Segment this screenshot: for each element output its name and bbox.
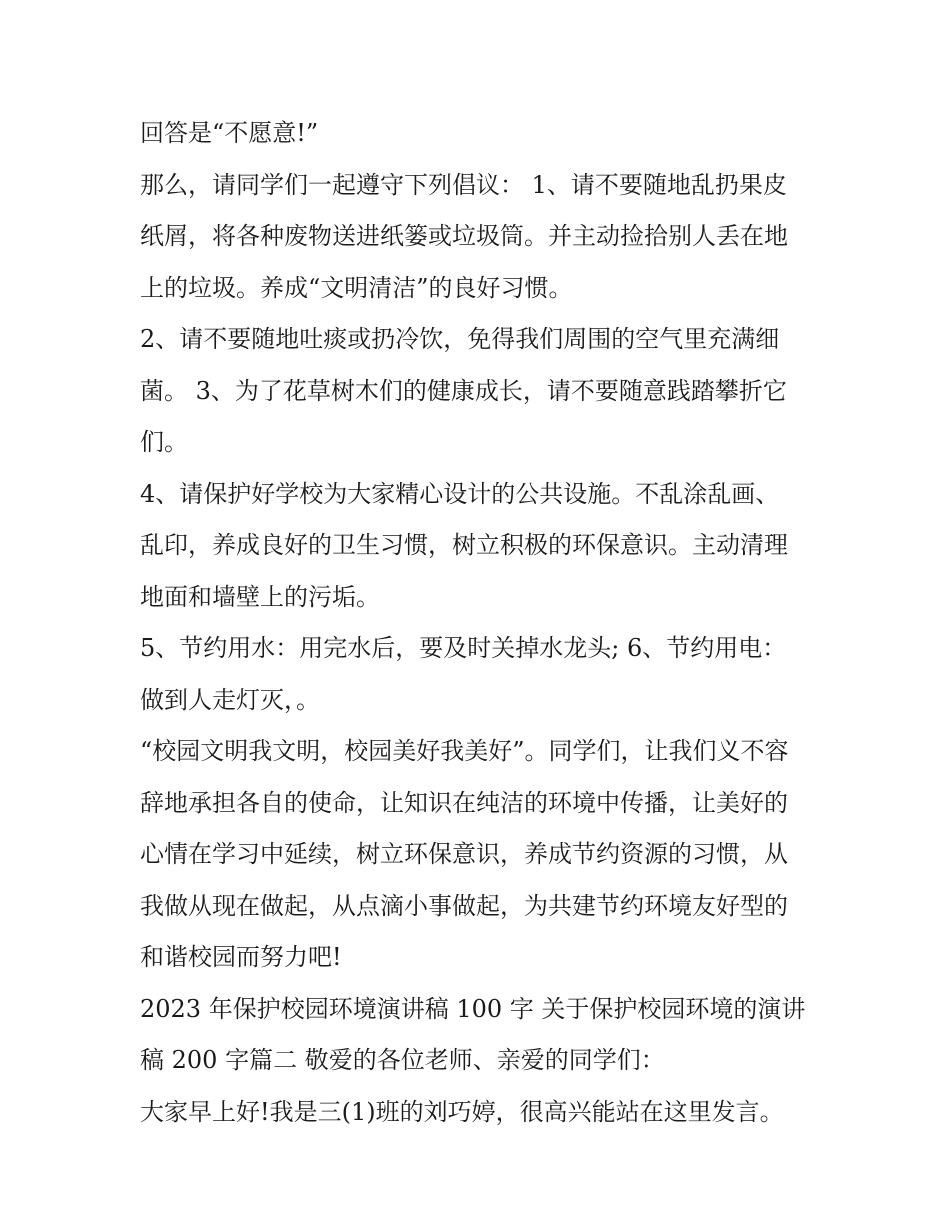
text-line: 做到人走灯灭，。	[140, 685, 320, 714]
text-line: 和谐校园而努力吧!	[140, 943, 342, 971]
text-line: 回答是“不愿意!”	[140, 119, 319, 147]
text-line: 纸屑，将各种废物送进纸篓或垃圾筒。并主动捡拾别人丢在地	[140, 222, 788, 250]
text-line: 我做从现在做起，从点滴小事做起，为共建节约环境友好型的	[140, 891, 788, 920]
text-line: “校园文明我文明，校园美好我美好”。同学们，让我们义不容	[140, 737, 789, 765]
text-line: 辞地承担各自的使命，让知识在纯洁的环境中传播，让美好的	[140, 788, 788, 817]
text-line: 4、请保护好学校为大家精心设计的公共设施。不乱涂乱画、	[140, 479, 780, 508]
text-line: 稿 200 字篇二 敬爱的各位老师、亲爱的同学们：	[140, 1046, 665, 1074]
text-line: 2023 年保护校园环境演讲稿 100 字 关于保护校园环境的演讲	[140, 994, 806, 1023]
text-line: 大家早上好!我是三(1)班的刘巧婷，很高兴能站在这里发言。	[140, 1097, 784, 1126]
text-line: 上的垃圾。养成“文明清洁”的良好习惯。	[140, 273, 573, 302]
text-line: 菌。 3、为了花草树木们的健康成长，请不要随意践踏攀折它	[140, 376, 787, 405]
text-line: 2、请不要随地吐痰或扔冷饮，免得我们周围的空气里充满细	[140, 325, 780, 353]
text-line: 心情在学习中延续，树立环保意识，养成节约资源的习惯，从	[140, 840, 788, 868]
text-line: 乱印，养成良好的卫生习惯，树立积极的环保意识。主动清理	[140, 531, 788, 559]
text-line: 5、节约用水：用完水后，要及时关掉水龙头; 6、节约用电：	[140, 634, 787, 662]
document-body	[140, 108, 830, 1138]
text-line: 地面和墙壁上的污垢。	[140, 582, 380, 611]
text-line: 们。	[140, 428, 188, 456]
text-line: 那么，请同学们一起遵守下列倡议： 1、请不要随地乱扔果皮	[140, 170, 787, 199]
